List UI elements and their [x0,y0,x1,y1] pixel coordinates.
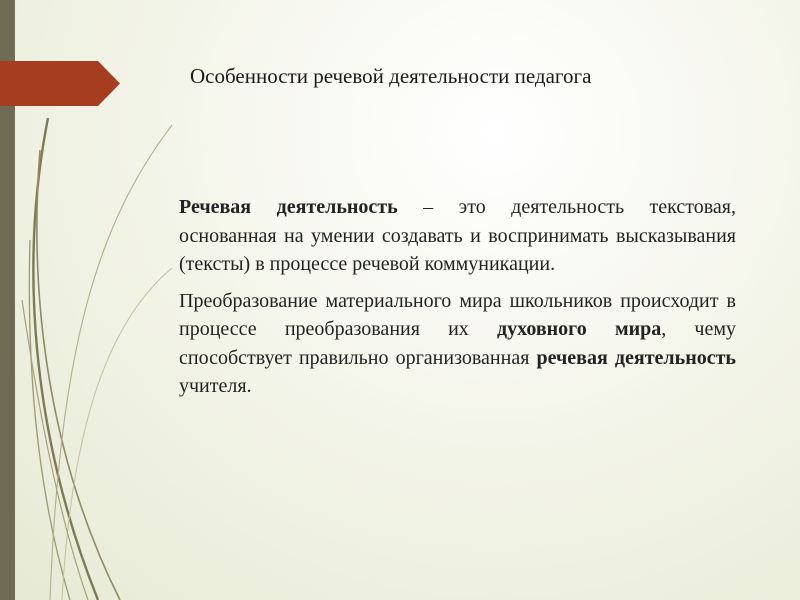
paragraph-definition [179,193,736,279]
paragraph-transformation [179,287,736,401]
slide-title: Особенности речевой деятельности педагога [190,64,592,88]
text-run: учителя. [179,375,252,397]
text-run: Преобразование материального мира школьников происходит в процессе преобразования их [179,289,736,340]
decor-curve [37,150,120,600]
decor-curve [29,240,70,600]
title-arrow-shape [0,61,120,106]
bold-term: Речевая деятельность [179,196,398,218]
text-run: – это деятельность текстовая, основанная на умении создавать и воспринимать высказывания (тексты) в процессе речевой коммуникации. [179,196,736,275]
text-run: , чему способствует правильно организованная [179,318,737,369]
bold-term: духовного мира [497,318,662,340]
slide-body [179,193,736,401]
bold-term: речевая деятельность [536,346,736,369]
decor-curve [22,300,88,600]
